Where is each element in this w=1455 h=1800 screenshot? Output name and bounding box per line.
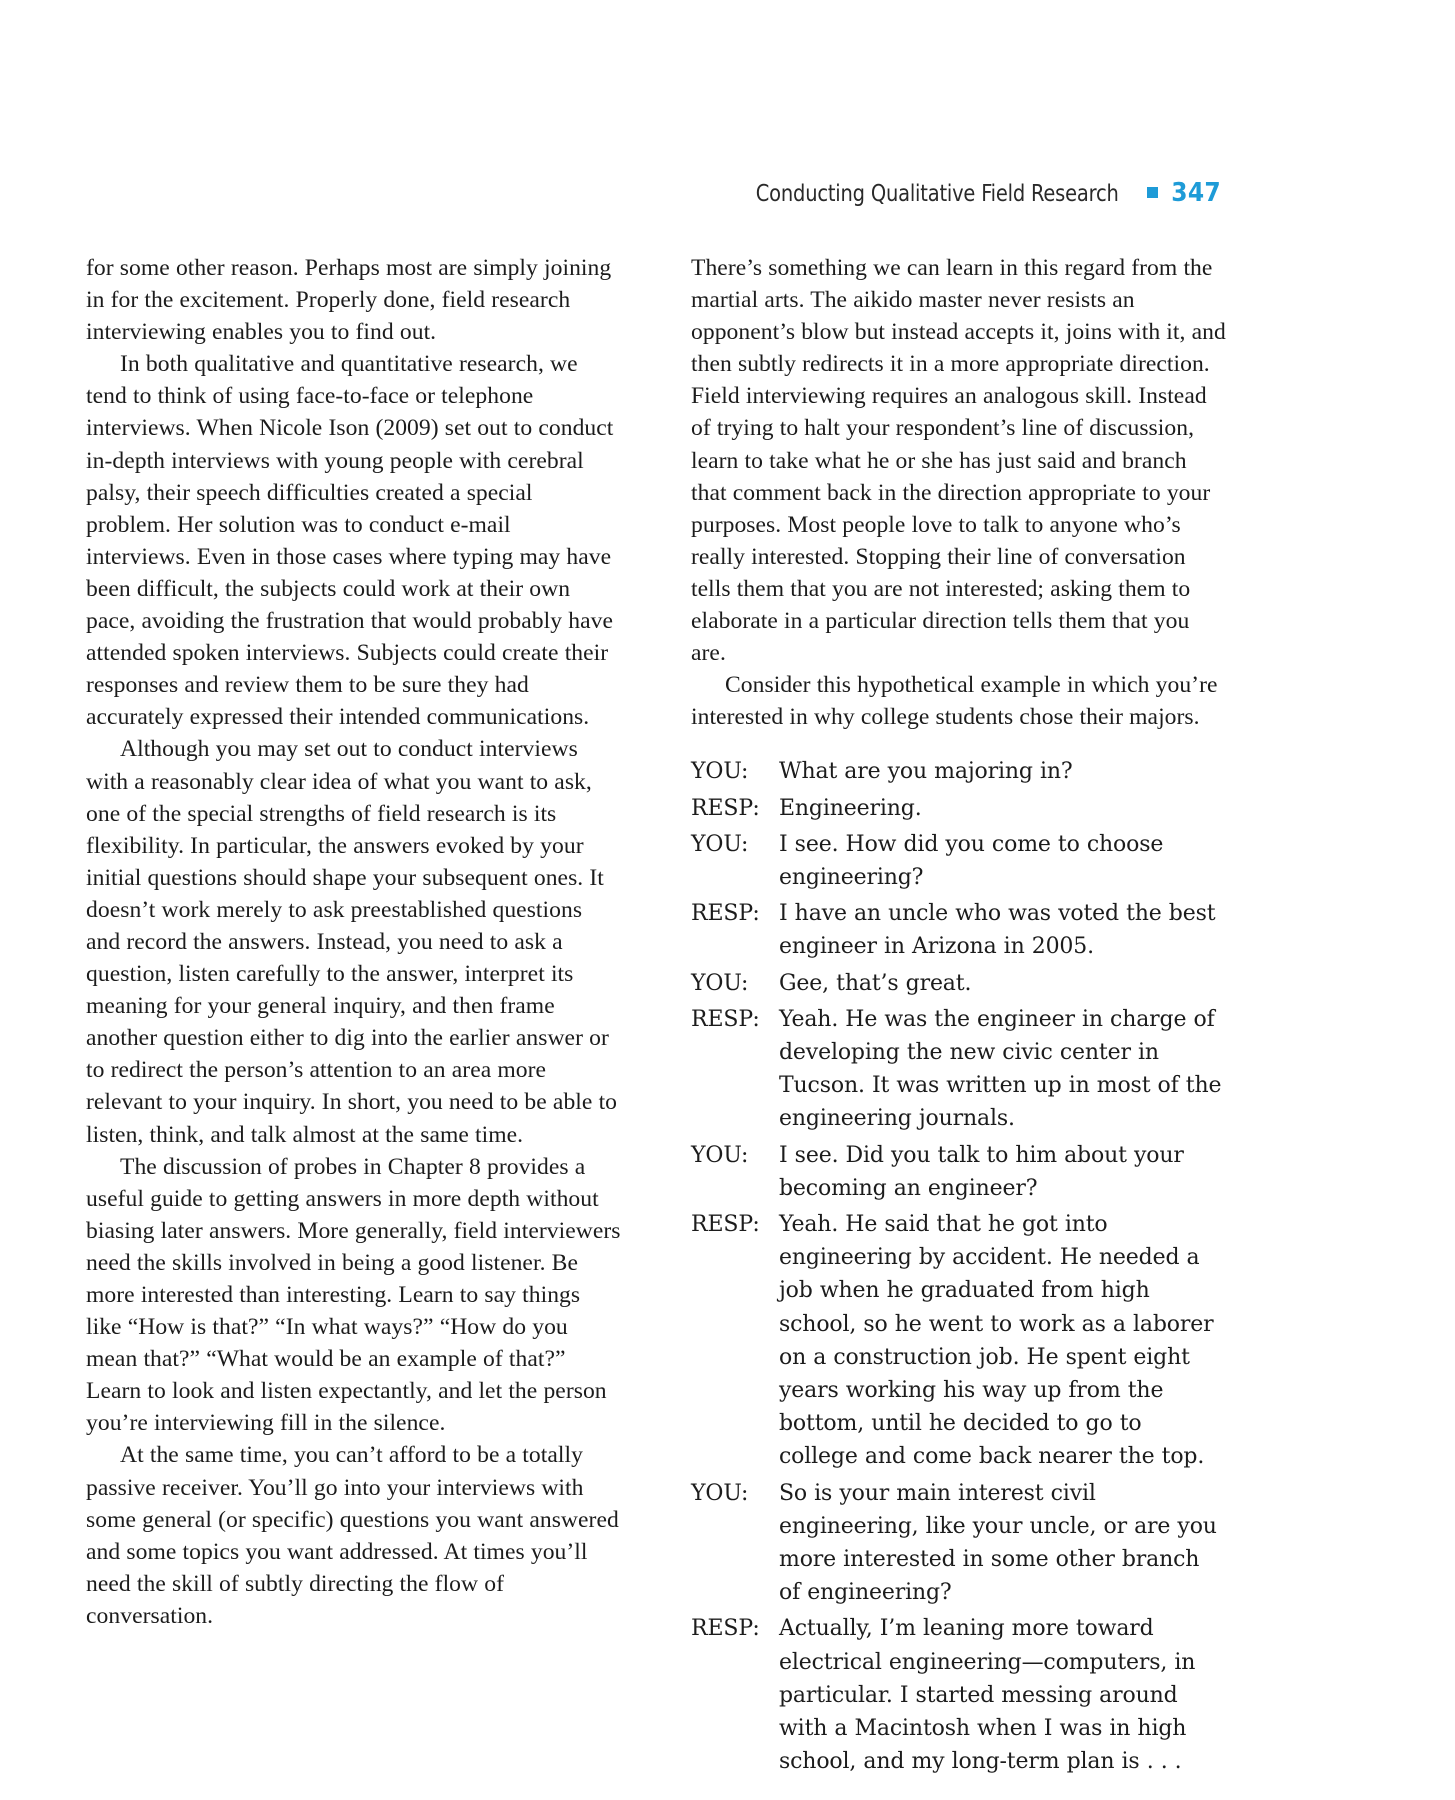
running-head — [86, 178, 1221, 208]
paragraph: In both qualitative and quantitative research, we tend to think of using face-to-face or telephone interviews. When Nicole Ison (2009) set out to conduct in-depth interviews with young people with cerebral palsy, their speech difficulties created a special problem. Her solution was to conduct e-mail interviews. Even in those cases where typing may have been difficult, the subjects could work at their own pace, avoiding the frustration that would probably have attended spoken interviews. Subjects could create their responses and review them to be sure they had accurately expressed their intended communications. — [86, 351, 614, 731]
paragraph: Although you may set out to conduct interviews with a reasonably clear idea of what you want to ask, one of the special strengths of field research is its flexibility. In particular, the answers evoked by your initial questions should shape your subsequent ones. It doesn’t work merely to ask preestablished questions and record the answers. Instead, you need to ask a question, listen carefully to the answer, interpret its meaning for your general inquiry, and then frame another question either to dig into the earlier answer or to redirect the person’s attention to an area more relevant to your inquiry. In short, you need to be able to listen, think, and talk almost at the same time. — [86, 736, 618, 1148]
dialogue-text: Gee, that’s great. — [779, 970, 972, 996]
dialogue-speaker: RESP: — [691, 901, 760, 927]
dialogue-text: Engineering. — [779, 795, 922, 821]
dialogue-text: I see. How did you come to choose engineering? — [779, 831, 1164, 891]
dialogue-row — [691, 1003, 1226, 1136]
dialogue-row — [691, 792, 1226, 825]
dialogue-row — [691, 897, 1226, 963]
dialogue-row — [691, 755, 1226, 788]
paragraph: The discussion of probes in Chapter 8 provides a useful guide to getting answers in more depth without biasing later answers. More generally, field interviewers need the skills involved in being a good listener. Be more interested than interesting. Learn to say things like “How is that?” “In what ways?” “How do you mean that?” “What would be an example of that?” Learn to look and listen expectantly, and let the person you’re interviewing fill in the silence. — [86, 1153, 621, 1437]
dialogue-text: I see. Did you talk to him about your becoming an engineer? — [779, 1142, 1184, 1201]
dialogue-row — [691, 828, 1226, 894]
paragraph: There’s something we can learn in this regard from the martial arts. The aikido master never resists an opponent’s blow but instead accepts it, joins with it, and then subtly redirects it in a more appropriate direction. Field interviewing requires an analogous skill. Instead of trying to halt your respondent’s line of discussion, learn to take what he or she has just said and branch that comment back in the direction appropriate to your purposes. Most people love to talk to anyone who’s really interested. Stopping their line of conversation tells them that you are not interested; asking them to elaborate in a particular direction tells them that you are. — [691, 255, 1226, 667]
dialogue-text: Yeah. He said that he got into engineering by accident. He needed a job when he graduated from high school, so he went to work as a laborer on a construction job. He spent eight years working his way up from the bottom, until he decided to go to college and come back nearer the top. — [779, 1212, 1214, 1470]
page-columns — [86, 252, 1226, 1800]
dialogue-row — [691, 967, 1226, 1000]
paragraph: for some other reason. Perhaps most are simply joining in for the excitement. Properly done, field research interviewing enables you to find out. — [86, 255, 612, 346]
dialogue-speaker: RESP: — [691, 1006, 760, 1032]
dialogue-speaker: RESP: — [691, 1212, 760, 1238]
dialogue-speaker: RESP: — [691, 795, 760, 821]
running-head-title: Conducting Qualitative Field Research — [755, 179, 1119, 207]
dialogue-speaker: YOU: — [691, 1480, 749, 1506]
dialogue-speaker: YOU: — [691, 759, 749, 785]
paragraph: At the same time, you can’t afford to be a totally passive receiver. You’ll go into your interviews with some general (or specific) questions you want answered and some topics you want addressed. At times you’ll need the skill of subtly directing the flow of conversation. — [86, 1442, 619, 1629]
right-column — [691, 252, 1226, 1800]
dialogue-row — [691, 1208, 1226, 1474]
dialogue-row — [691, 1477, 1226, 1610]
dialogue-speaker: YOU: — [691, 970, 749, 996]
paragraph: Consider this hypothetical example in which you’re interested in why college students chose their majors. — [691, 672, 1218, 731]
page-number: 347 — [1171, 178, 1221, 208]
dialogue-text: What are you majoring in? — [779, 759, 1073, 785]
left-column — [86, 252, 621, 1800]
dialogue-row — [691, 1612, 1226, 1778]
dialogue-speaker: YOU: — [691, 1142, 749, 1168]
dialogue-text: So is your main interest civil engineering, like your uncle, or are you more interested in some other branch of engineering? — [779, 1480, 1217, 1606]
dialogue-speaker: YOU: — [691, 831, 749, 857]
dialogue-row — [691, 1139, 1226, 1205]
dialogue-speaker: RESP: — [691, 1616, 760, 1642]
dialogue-text: Yeah. He was the engineer in charge of developing the new civic center in Tucson. It was written up in most of the engineering journals. — [779, 1006, 1222, 1132]
dialogue-text: Actually, I’m leaning more toward electrical engineering—computers, in particular. I started messing around with a Macintosh when I was in high school, and my long-term plan is . . . — [779, 1616, 1196, 1775]
interview-dialogue — [691, 755, 1226, 1778]
square-bullet-icon — [1147, 187, 1158, 198]
dialogue-text: I have an uncle who was voted the best engineer in Arizona in 2005. — [779, 901, 1216, 960]
